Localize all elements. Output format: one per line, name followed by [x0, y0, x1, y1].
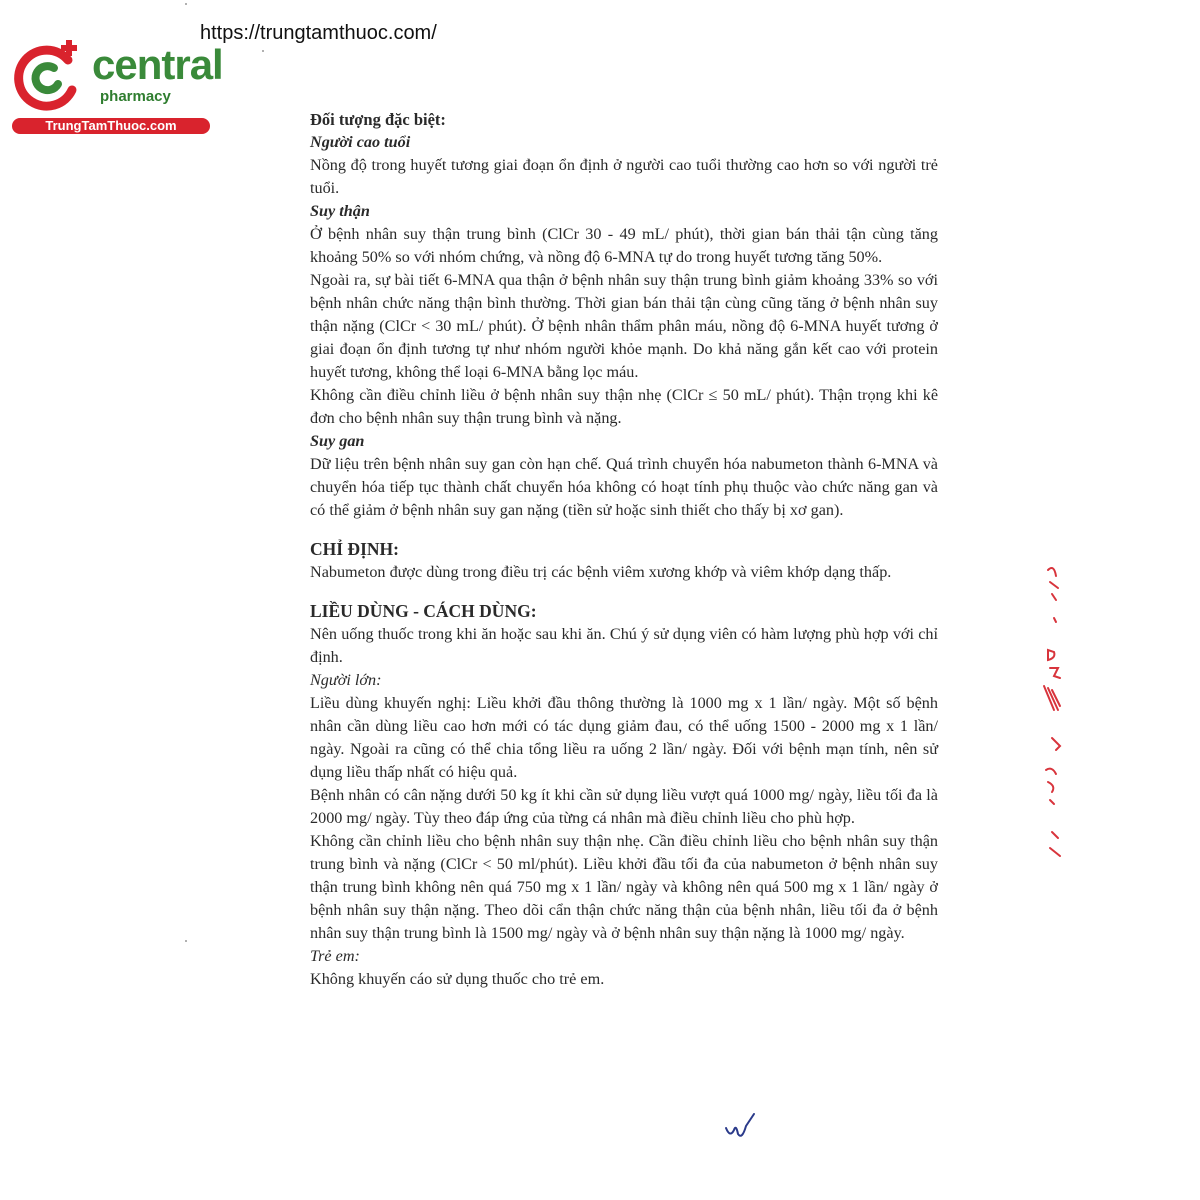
central-pharmacy-logo: [10, 38, 225, 138]
logo-mark-icon: [10, 38, 90, 118]
hepatic-heading: Suy gan: [310, 432, 365, 450]
adults-paragraph-1: Liều dùng khuyến nghị: Liều khởi đầu thông thường là 1000 mg x 1 lần/ ngày. Một số bệnh nhân cần dùng liều cao hơn mới có tác dụng giảm đau, có thể uống 1500 - 2000 mg x 1 lần/ ngày. Ngoài ra cũng có thể chia tổng liều ra uống 2 lần/ ngày. Đối với bệnh mạn tính, nên sử dụng liều thấp nhất có hiệu quả.: [310, 694, 938, 781]
logo-banner: TrungTamThuoc.com: [12, 118, 210, 134]
children-text: Không khuyến cáo sử dụng thuốc cho trẻ em.: [310, 970, 605, 988]
dosage-intro: Nên uống thuốc trong khi ăn hoặc sau khi ăn. Chú ý sử dụng viên có hàm lượng phù hợp với chỉ định.: [310, 625, 938, 666]
indication-text: Nabumeton được dùng trong điều trị các bệnh viêm xương khớp và viêm khớp dạng thấp.: [310, 563, 892, 581]
renal-heading: Suy thận: [310, 202, 370, 220]
special-populations-heading: Đối tượng đặc biệt:: [310, 110, 446, 129]
signature-mark: [720, 1110, 760, 1144]
source-url: https://trungtamthuoc.com/: [200, 22, 437, 44]
adults-heading: Người lớn:: [310, 671, 382, 689]
scan-speck: [185, 3, 187, 5]
indication-heading: CHỈ ĐỊNH:: [310, 539, 399, 559]
adults-paragraph-2: Bệnh nhân có cân nặng dưới 50 kg ít khi cần sử dụng liều vượt quá 1000 mg/ ngày, liều tối đa là 2000 mg/ ngày. Tùy theo đáp ứng của từng cá nhân mà điều chỉnh liều cho phù hợp.: [310, 786, 938, 827]
renal-paragraph-3: Không cần điều chỉnh liều ở bệnh nhân suy thận nhẹ (ClCr ≤ 50 mL/ phút). Thận trọng khi kê đơn cho bệnh nhân suy thận trung bình và nặng.: [310, 386, 938, 427]
renal-paragraph-2: Ngoài ra, sự bài tiết 6-MNA qua thận ở bệnh nhân suy thận trung bình giảm khoảng 33% so với bệnh nhân chức năng thận bình thường. Thời gian bán thải tận cùng cũng tăng ở bệnh nhân suy thận nặng (ClCr < 30 mL/ phút). Ở bệnh nhân thẩm phân máu, nồng độ 6-MNA huyết tương ở giai đoạn ổn định tương tự như nhóm người khỏe mạnh. Do khả năng gắn kết cao với protein huyết tương, không thể loại 6-MNA bằng lọc máu.: [310, 271, 938, 381]
scan-speck: [262, 50, 264, 52]
adults-paragraph-3: Không cần chỉnh liều cho bệnh nhân suy thận nhẹ. Cần điều chỉnh liều cho bệnh nhân suy thận trung bình và nặng (ClCr < 50 ml/phút). Liều khởi đầu tối đa của nabumeton ở bệnh nhân suy thận trung bình không nên quá 750 mg x 1 lần/ ngày và không nên quá 500 mg x 1 lần/ ngày ở bệnh nhân suy thận nặng. Theo dõi cẩn thận chức năng thận của bệnh nhân, liều tối đa ở bệnh nhân suy thận trung bình là 1500 mg/ ngày và ở bệnh nhân suy thận nặng là 1000 mg/ ngày.: [310, 832, 938, 942]
renal-paragraph-1: Ở bệnh nhân suy thận trung bình (ClCr 30 - 49 mL/ phút), thời gian bán thải tận cùng tăng khoảng 50% so với nhóm chứng, và nồng độ 6-MNA tự do trong huyết tương tăng 50%.: [310, 225, 938, 266]
elderly-text: Nồng độ trong huyết tương giai đoạn ổn định ở người cao tuổi thường cao hơn so với người trẻ tuổi.: [310, 156, 938, 197]
partial-stamp-mark: [1030, 560, 1080, 870]
hepatic-text: Dữ liệu trên bệnh nhân suy gan còn hạn chế. Quá trình chuyển hóa nabumeton thành 6-MNA và chuyển hóa tiếp tục thành chất chuyển hóa không có hoạt tính phụ thuộc vào chức năng gan và có thể giảm ở bệnh nhân suy gan nặng (tiền sử hoặc sinh thiết cho thấy bị xơ gan).: [310, 455, 938, 519]
elderly-heading: Người cao tuổi: [310, 133, 411, 151]
dosage-heading: LIỀU DÙNG - CÁCH DÙNG:: [310, 601, 537, 621]
children-heading: Trẻ em:: [310, 947, 360, 965]
logo-tagline: pharmacy: [100, 88, 171, 105]
logo-wordmark: central: [92, 41, 223, 88]
scan-speck: [185, 940, 187, 942]
document-body: [310, 108, 938, 991]
